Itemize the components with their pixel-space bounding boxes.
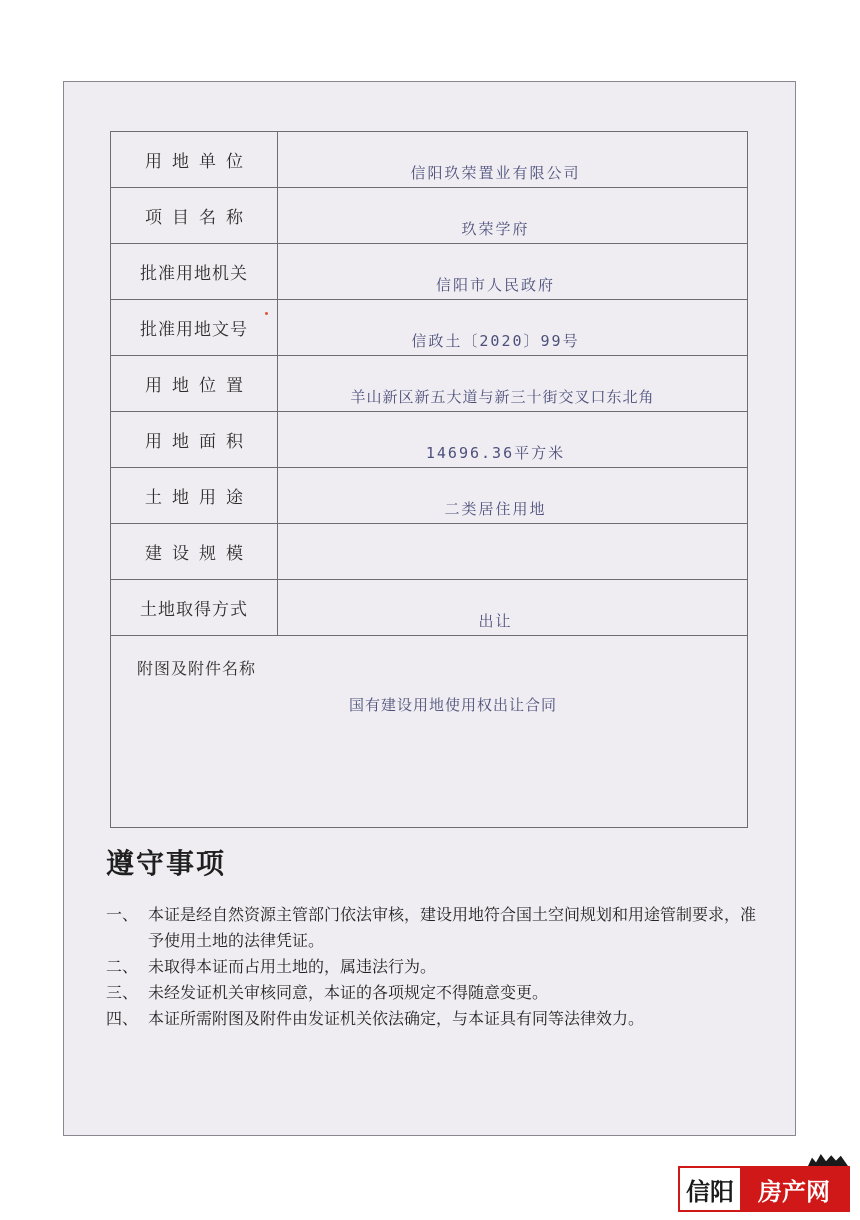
table-row <box>111 468 748 524</box>
table-row <box>111 300 748 356</box>
attachments-label: 附图及附件名称 <box>137 659 257 678</box>
field-label: 用地单位 <box>111 132 278 188</box>
field-value-approving-authority: 信阳市人民政府 <box>278 244 748 300</box>
list-item <box>106 980 766 1006</box>
field-value-land-use: 二类居住用地 <box>278 468 748 524</box>
field-label: 批准用地机关 <box>111 244 278 300</box>
notice-list <box>106 902 766 1032</box>
field-label: 土地用途 <box>111 468 278 524</box>
table-row <box>111 188 748 244</box>
field-value-acquisition-method: 出让 <box>278 580 748 636</box>
table-row <box>111 244 748 300</box>
list-item-number: 四、 <box>106 1009 139 1028</box>
field-value-area: 14696.36平方米 <box>278 412 748 468</box>
list-item-text: 本证是经自然资源主管部门依法审核，建设用地符合国土空间规划和用途管制要求，准予使用土地的法律凭证。 <box>148 905 757 950</box>
land-use-form-table <box>110 131 748 828</box>
table-row <box>111 580 748 636</box>
table-row <box>111 412 748 468</box>
table-row <box>111 132 748 188</box>
field-value-construction-scale <box>278 524 748 580</box>
list-item-number: 一、 <box>106 905 139 924</box>
field-label: 批准用地文号 <box>111 300 278 356</box>
field-label: 土地取得方式 <box>111 580 278 636</box>
field-value-approval-number: 信政土〔2020〕99号 <box>278 300 748 356</box>
table-row <box>111 636 748 828</box>
field-label: 项目名称 <box>111 188 278 244</box>
watermark-part2: 房产网 <box>740 1168 848 1210</box>
notice-title: 遵守事项 <box>106 847 227 880</box>
list-item-number: 三、 <box>106 983 139 1002</box>
list-item <box>106 902 766 954</box>
field-label: 用地位置 <box>111 356 278 412</box>
field-label: 建设规模 <box>111 524 278 580</box>
table-row <box>111 356 748 412</box>
list-item <box>106 1006 766 1032</box>
field-label: 用地面积 <box>111 412 278 468</box>
list-item-number: 二、 <box>106 957 139 976</box>
list-item-text: 未经发证机关审核同意，本证的各项规定不得随意变更。 <box>148 983 549 1002</box>
watermark-logo <box>678 1166 850 1212</box>
list-item-text: 未取得本证而占用土地的，属违法行为。 <box>148 957 437 976</box>
list-item <box>106 954 766 980</box>
attachments-cell <box>111 636 748 828</box>
watermark-part1: 信阳 <box>686 1177 734 1206</box>
field-value-land-user: 信阳玖荣置业有限公司 <box>278 132 748 188</box>
field-value-project-name: 玖荣学府 <box>278 188 748 244</box>
list-item-text: 本证所需附图及附件由发证机关依法确定，与本证具有同等法律效力。 <box>148 1009 645 1028</box>
attachments-value: 国有建设用地使用权出让合同 <box>349 696 558 714</box>
table-row <box>111 524 748 580</box>
skyline-icon <box>808 1154 848 1166</box>
field-value-location: 羊山新区新五大道与新三十街交叉口东北角 <box>278 356 748 412</box>
